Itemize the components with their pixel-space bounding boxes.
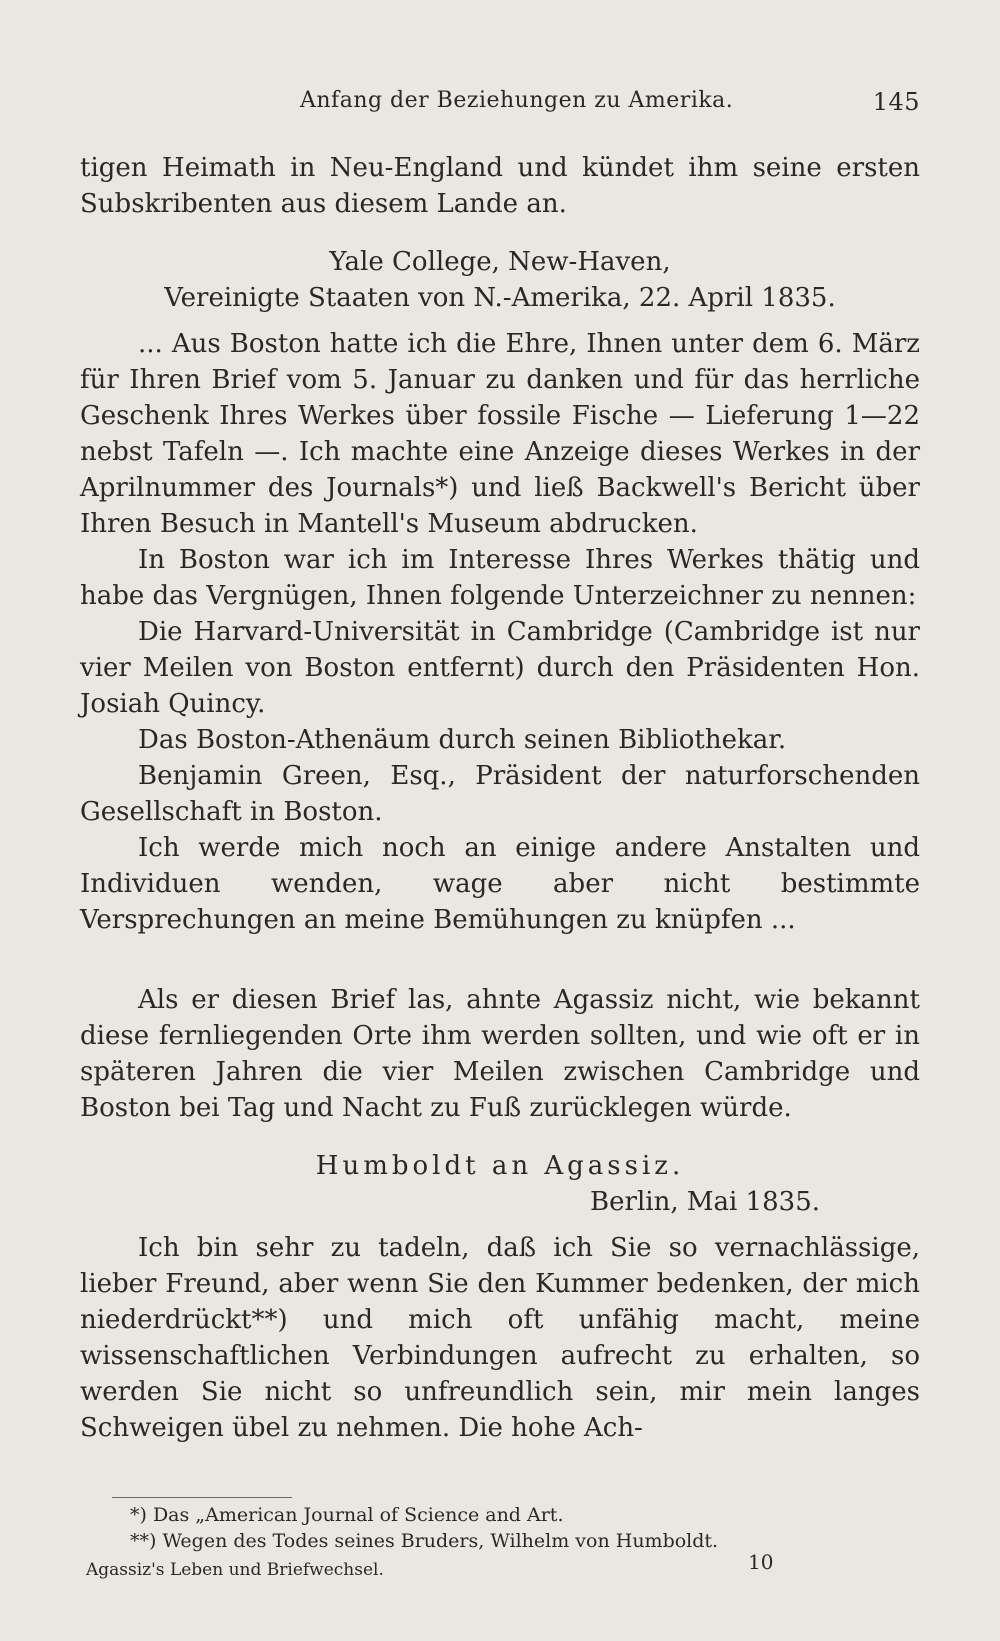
- paragraph: Ich werde mich noch an einige andere Anstalten und Individuen wenden, wage aber nicht bestimmte Versprechungen an meine Bemühungen zu knüpfen ...: [80, 833, 920, 935]
- letter-place: Yale College, New-Haven,: [329, 247, 671, 277]
- footnote: *) Das „American Journal of Science and Art.: [130, 1504, 564, 1526]
- paragraph: tigen Heimath in Neu-England und kündet ihm seine ersten Subskribenten aus diesem Lande an.: [80, 153, 920, 219]
- letter-date: Berlin, Mai 1835.: [590, 1187, 820, 1217]
- page-body: [80, 150, 920, 1446]
- footnote: **) Wegen des Todes seines Bruders, Wilhelm von Humboldt.: [130, 1530, 719, 1552]
- letter-date: Vereinigte Staaten von N.-Amerika, 22. April 1835.: [164, 283, 836, 313]
- running-header: [300, 88, 920, 116]
- section-heading: Humboldt an Agassiz.: [315, 1151, 685, 1181]
- footnotes: [130, 1502, 830, 1554]
- signature-number: 10: [748, 1550, 774, 1574]
- signature-title: Agassiz's Leben und Briefwechsel.: [86, 1560, 384, 1580]
- running-title: Anfang der Beziehungen zu Amerika.: [300, 88, 734, 113]
- page-number: 145: [872, 88, 920, 116]
- footnote-rule: [112, 1497, 292, 1498]
- paragraph: Das Boston-Athenäum durch seinen Bibliothekar.: [138, 725, 787, 755]
- paragraph: ... Aus Boston hatte ich die Ehre, Ihnen unter dem 6. März für Ihren Brief vom 5. Januar zu danken und für das herrliche Geschenk Ihres Werkes über fossile Fische — Lieferung 1—22 nebst Tafeln —. Ich machte eine Anzeige dieses Werkes in der Aprilnummer des Journals*) und ließ Backwell's Bericht über Ihren Besuch in Mantell's Museum abdrucken.: [80, 329, 920, 539]
- paragraph: In Boston war ich im Interesse Ihres Werkes thätig und habe das Vergnügen, Ihnen folgende Unterzeichner zu nennen:: [80, 545, 920, 611]
- paragraph: Ich bin sehr zu tadeln, daß ich Sie so vernachlässige, lieber Freund, aber wenn Sie den Kummer bedenken, der mich niederdrückt**) und mich oft unfähig macht, meine wissenschaftlichen Verbindungen aufrecht zu erhalten, so werden Sie nicht so unfreundlich sein, mir mein langes Schweigen übel zu nehmen. Die hohe Ach-: [80, 1233, 920, 1443]
- paragraph: Als er diesen Brief las, ahnte Agassiz nicht, wie bekannt diese fernliegenden Orte ihm werden sollten, und wie oft er in späteren Jahren die vier Meilen zwischen Cambridge und Boston bei Tag und Nacht zu Fuß zurücklegen würde.: [80, 985, 920, 1123]
- paragraph: Die Harvard-Universität in Cambridge (Cambridge ist nur vier Meilen von Boston entfernt) durch den Präsidenten Hon. Josiah Quincy.: [80, 617, 920, 719]
- paragraph: Benjamin Green, Esq., Präsident der naturforschenden Gesellschaft in Boston.: [80, 761, 920, 827]
